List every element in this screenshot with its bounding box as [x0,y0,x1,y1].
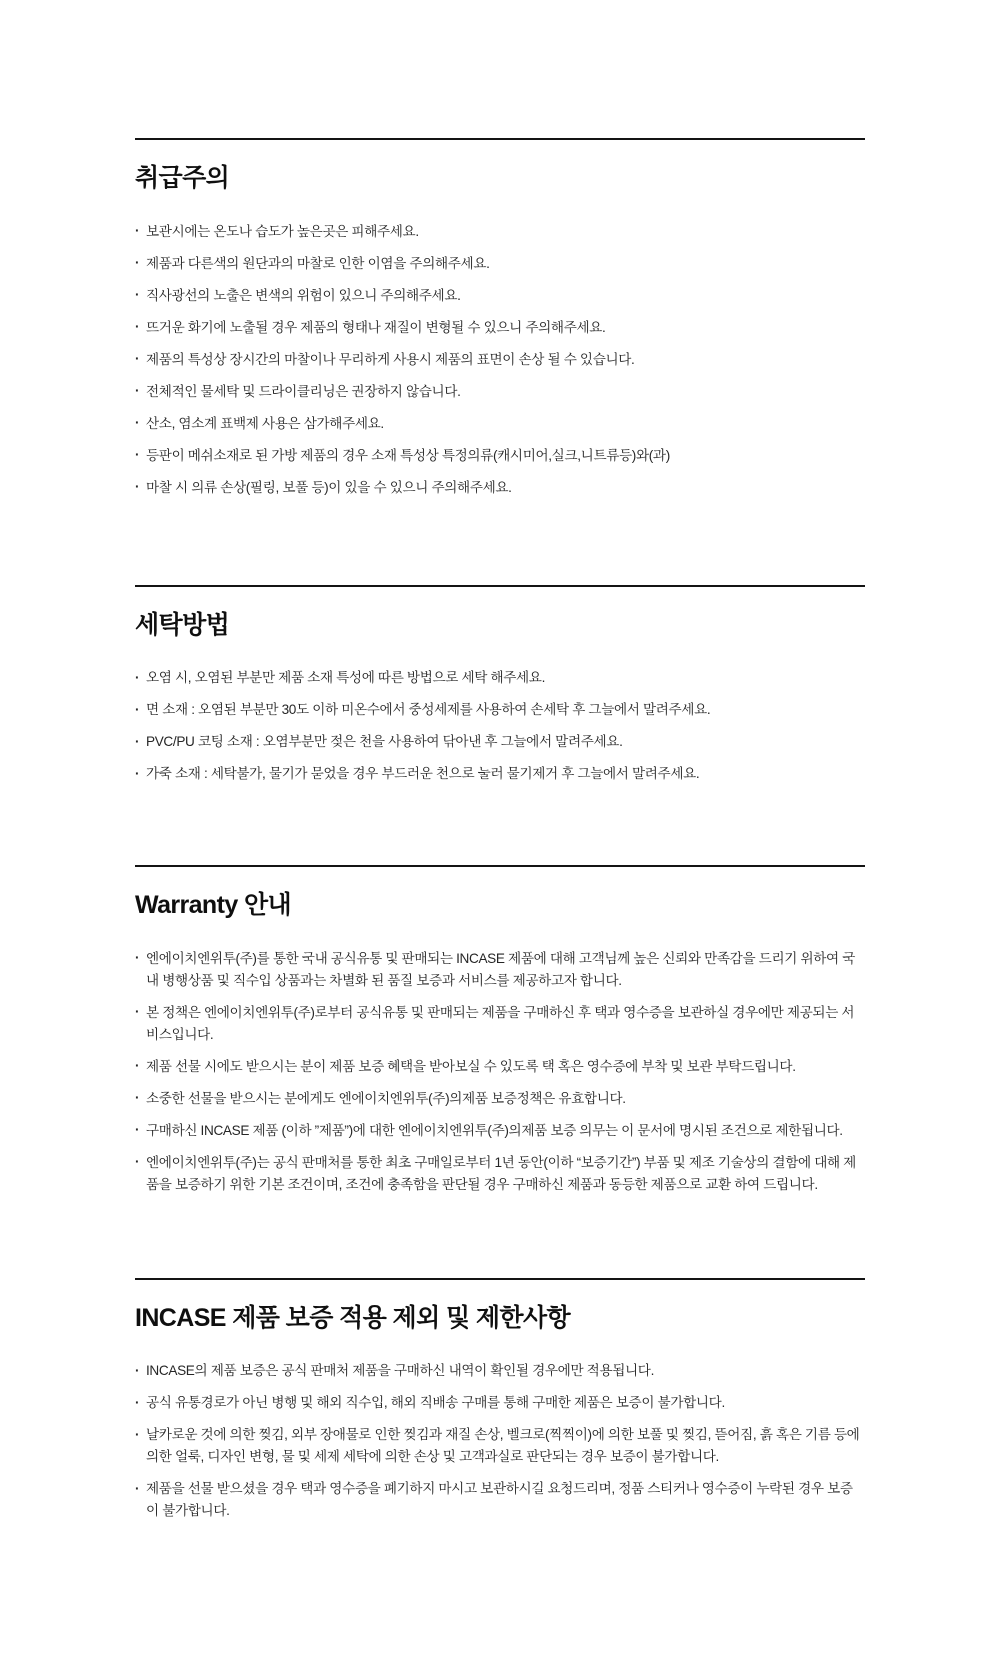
list-item: · 날카로운 것에 의한 찢김, 외부 장애물로 인한 찢김과 재질 손상, 벨크로(찍찍이)에 의한 보풀 및 찢김, 뜯어짐, 흙 혹은 기름 등에 의한 얼룩, 디자인 변형, 물 및 세제 세탁에 의한 손상 및 고객과실로 판단되는 경우 보증이 불가합니다. [135,1424,865,1468]
list-item: · PVC/PU 코팅 소재 : 오염부분만 젖은 천을 사용하여 닦아낸 후 그늘에서 말려주세요. [135,731,865,753]
page-bottom-spacer [135,1532,865,1652]
list-item: · 엔에이치엔위투(주)를 통한 국내 공식유통 및 판매되는 INCASE 제품에 대해 고객님께 높은 신뢰와 만족감을 드리기 위하여 국내 병행상품 및 직수입 상품과는 차별화 된 품질 보증과 서비스를 제공하고자 합니다. [135,948,865,992]
list-item: · 면 소재 : 오염된 부분만 30도 이하 미온수에서 중성세제를 사용하여 손세탁 후 그늘에서 말려주세요. [135,699,865,721]
section-handling-care [135,138,865,499]
list-item: · 가죽 소재 : 세탁불가, 물기가 묻었을 경우 부드러운 천으로 눌러 물기제거 후 그늘에서 말려주세요. [135,763,865,785]
section-title: 취급주의 [135,164,230,192]
list-item: · 소중한 선물을 받으시는 분에게도 엔에이치엔위투(주)의제품 보증정책은 유효합니다. [135,1088,865,1110]
section-warranty-exclusions [135,1278,865,1523]
list-item: · 본 정책은 엔에이치엔위투(주)로부터 공식유통 및 판매되는 제품을 구매하신 후 택과 영수증을 보관하실 경우에만 제공되는 서비스입니다. [135,1002,865,1046]
bullet-list [135,948,865,1196]
section-spacer [135,1206,865,1278]
section-spacer [135,509,865,585]
list-item: · 직사광선의 노출은 변색의 위험이 있으니 주의해주세요. [135,285,865,307]
list-item: · 제품의 특성상 장시간의 마찰이나 무리하게 사용시 제품의 표면이 손상 될 수 있습니다. [135,349,865,371]
section-title: Warranty 안내 [135,891,292,920]
section-warranty-info [135,865,865,1196]
list-item: · 뜨거운 화기에 노출될 경우 제품의 형태나 재질이 변형될 수 있으니 주의해주세요. [135,317,865,339]
list-item: · 제품 선물 시에도 받으시는 분이 제품 보증 혜택을 받아보실 수 있도록 택 혹은 영수증에 부착 및 보관 부탁드립니다. [135,1056,865,1078]
section-title: 세탁방법 [135,610,230,639]
list-item: · 제품과 다른색의 원단과의 마찰로 인한 이염을 주의해주세요. [135,253,865,275]
list-item: · 전체적인 물세탁 및 드라이클리닝은 권장하지 않습니다. [135,381,865,403]
list-item: · 엔에이치엔위투(주)는 공식 판매처를 통한 최초 구매일로부터 1년 동안(이하 “보증기간”) 부품 및 제조 기술상의 결함에 대해 제품을 보증하기 위한 기본 조건이며, 조건에 충족함을 판단될 경우 구매하신 제품과 동등한 제품으로 교환 하여 드립니다. [135,1152,865,1196]
list-item: · 보관시에는 온도나 습도가 높은곳은 피해주세요. [135,221,865,243]
bullet-list [135,221,865,499]
list-item: · 구매하신 INCASE 제품 (이하 ”제품”)에 대한 엔에이치엔위투(주)의제품 보증 의무는 이 문서에 명시된 조건으로 제한됩니다. [135,1120,865,1142]
section-divider [135,585,865,587]
bullet-list [135,667,865,785]
list-item: · 오염 시, 오염된 부분만 제품 소재 특성에 따른 방법으로 세탁 해주세요. [135,667,865,689]
section-spacer [135,795,865,865]
list-item: · INCASE의 제품 보증은 공식 판매처 제품을 구매하신 내역이 확인될 경우에만 적용됩니다. [135,1360,865,1382]
section-title: INCASE 제품 보증 적용 제외 및 제한사항 [135,1303,571,1332]
bullet-list [135,1360,865,1522]
list-item: · 공식 유통경로가 아닌 병행 및 해외 직수입, 해외 직배송 구매를 통해 구매한 제품은 보증이 불가합니다. [135,1392,865,1414]
section-divider [135,1278,865,1280]
section-divider [135,138,865,140]
list-item: · 등판이 메쉬소재로 된 가방 제품의 경우 소재 특성상 특정의류(캐시미어,실크,니트류등)와(과) [135,445,865,467]
list-item: · 마찰 시 의류 손상(필링, 보풀 등)이 있을 수 있으니 주의해주세요. [135,477,865,499]
list-item: · 제품을 선물 받으셨을 경우 택과 영수증을 폐기하지 마시고 보관하시길 요청드리며, 정품 스티커나 영수증이 누락된 경우 보증이 불가합니다. [135,1478,865,1522]
list-item: · 산소, 염소계 표백제 사용은 삼가해주세요. [135,413,865,435]
section-washing-method [135,585,865,786]
document-content [135,0,865,1652]
section-divider [135,865,865,867]
